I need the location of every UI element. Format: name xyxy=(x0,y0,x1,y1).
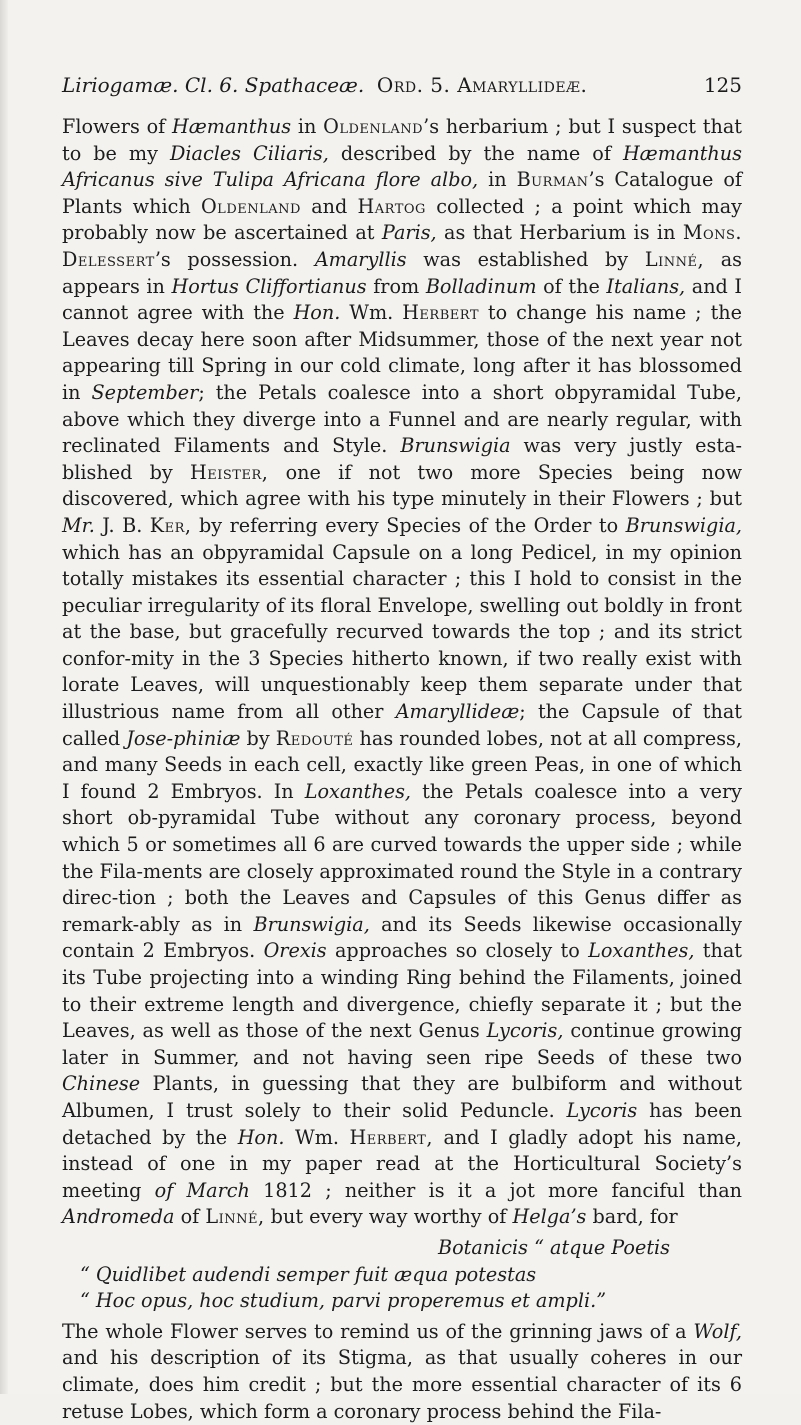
text-run: Loxanthes, xyxy=(588,939,695,963)
text-run: Loxanthes, xyxy=(304,779,412,803)
text-run: Flowers of xyxy=(62,115,173,138)
text-run: Hon. xyxy=(237,1125,285,1149)
text-run: and I cannot agree with the xyxy=(62,274,743,325)
text-run: in xyxy=(478,168,517,192)
text-run: Oldenland xyxy=(323,115,424,138)
text-run: collected ; a point which may probably now be ascertained at xyxy=(62,194,742,245)
text-run: Brunswigia xyxy=(400,434,511,458)
latin-verse xyxy=(62,1235,742,1315)
text-run: has rounded lobes, not at all compress, and many Seeds in each cell, exactly like green Peas, in one of which I found 2 Embryos. In xyxy=(62,726,742,803)
text-run: Plants, in guessing that they are bulbiform and without Albumen, I trust solely to their solid Peduncle. xyxy=(62,1072,742,1122)
verse-line-2: “ Quidlibet audendi semper fuit æqua potestas xyxy=(80,1262,537,1286)
text-run: The whole Flower serves to remind us of the grinning jaws of a xyxy=(62,1319,694,1343)
text-run: Diacles Ciliaris, xyxy=(169,141,329,165)
text-run: approaches so closely to xyxy=(326,939,589,963)
text-run: Brunswigia, xyxy=(253,912,370,936)
text-run: Oldenland xyxy=(200,194,301,218)
text-run: has been detached by the xyxy=(62,1098,742,1149)
paragraph-main xyxy=(62,114,742,1231)
text-run: but every way worthy of xyxy=(264,1205,513,1229)
text-run: by xyxy=(240,726,276,750)
header-class-text: Liriogamæ. Cl. 6. Spathaceæ. xyxy=(62,73,365,97)
header-classification xyxy=(62,72,587,98)
text-run: Hortus Cliffortianus xyxy=(171,274,367,298)
header-order-text: Ord. 5. Amaryllideæ. xyxy=(376,73,588,97)
text-run: Wolf, xyxy=(693,1319,742,1343)
text-run: Paris, xyxy=(381,221,437,245)
text-run: the Petals coalesce into a very short ob-pyramidal Tube without any coronary process, beyond which 5 or sometimes all 6 are curved towards the upper side ; while the Fila-ments are closely approximated round the Style in a contrary direc-tion ; both the Leaves and Capsules of this Genus differ as remark-ably as in xyxy=(62,779,742,936)
text-run: Hartog xyxy=(357,194,426,218)
text-run: Andromeda xyxy=(62,1205,175,1229)
text-run: Redouté xyxy=(275,726,354,750)
text-run: and xyxy=(300,194,358,218)
text-run: of March xyxy=(154,1178,250,1202)
page-body xyxy=(62,114,742,1425)
text-run: J. B. xyxy=(94,513,150,537)
text-run: Hæmanthus xyxy=(172,115,292,138)
text-run: ’s possession. xyxy=(154,247,315,271)
text-run: Lycoris, xyxy=(486,1019,564,1043)
text-run: by referring every Species of the Order to xyxy=(191,513,626,537)
text-run: Wm. xyxy=(340,301,403,325)
text-run: Helga’s xyxy=(512,1205,587,1229)
text-run: Mr. xyxy=(62,513,95,537)
page-number: 125 xyxy=(703,73,742,97)
text-run: Linné, xyxy=(644,247,705,271)
text-run: which has an obpyramidal Capsule on a long Pedicel, in my opinion totally mistakes its essential character ; this I hold to consist in the peculiar irregularity of its floral Envelope, swelling out boldly in front at the base, but gracefully recurved towards the top ; and its strict confor-mity in the 3 Species hitherto known, if two really exist with lorate Leaves, will unquestionably keep them separate under that illustrious name from all other xyxy=(62,540,742,724)
text-run: as appears in xyxy=(62,247,742,298)
text-run: 1812 ; neither is it a jot more fanciful than xyxy=(249,1178,743,1202)
text-run: Amaryllideæ xyxy=(395,700,520,724)
text-run: Herbert, xyxy=(349,1125,433,1149)
verse-line-3: “ Hoc opus, hoc studium, parvi properemus et ampli.” xyxy=(80,1289,607,1313)
text-run: ’s herbarium ; but I suspect that to be my xyxy=(62,115,742,165)
text-run: Chinese xyxy=(62,1072,141,1096)
text-run: in xyxy=(291,115,324,138)
text-run: Italians, xyxy=(606,274,686,298)
text-run: was established by xyxy=(406,247,645,271)
text-run: Jose-phiniæ xyxy=(126,726,241,750)
text-run: ; the Capsule of that called xyxy=(62,700,742,750)
text-run: Ker, xyxy=(149,513,192,537)
text-run: Bolladinum xyxy=(425,274,537,298)
text-run: ; the Petals coalesce into a short obpyramidal Tube, above which they diverge into a Funnel and are nearly regular, with reclinated Filaments and Style. xyxy=(62,380,742,458)
text-run: Heister, xyxy=(190,460,269,484)
text-run: was very justly esta-blished by xyxy=(62,434,742,484)
text-run: Linné, xyxy=(205,1205,265,1229)
text-run: Wm. xyxy=(284,1125,350,1149)
text-run: Lycoris xyxy=(566,1098,638,1122)
text-run: continue growing later in Summer, and not having seen ripe Seeds of these two xyxy=(62,1019,742,1069)
text-run: of the xyxy=(536,274,607,298)
text-run: of xyxy=(174,1205,206,1229)
text-run: from xyxy=(366,274,426,298)
text-run: Amaryllis xyxy=(314,247,407,271)
text-run: Hon. xyxy=(293,301,341,325)
text-run: Herbert xyxy=(402,301,479,325)
text-run: Mons. Delessert xyxy=(62,221,743,271)
paragraph-closing xyxy=(62,1319,742,1425)
text-run: September xyxy=(91,380,199,404)
text-run: ’s Catalogue of Plants which xyxy=(62,168,742,218)
text-run: described by the name of xyxy=(328,141,623,165)
text-run: to change his name ; the Leaves decay here soon after Midsummer, those of the next year not appearing till Spring in our cold climate, long after it has blossomed in xyxy=(62,301,742,404)
text-run: that its Tube projecting into a winding Ring behind the Filaments, joined to their extreme length and divergence, chiefly separate it ; but the Leaves, as well as those of the next Genus xyxy=(62,939,742,1043)
text-run: as that Herbarium is in xyxy=(436,221,683,245)
text-run: bard, for xyxy=(586,1205,678,1229)
text-run: one if not two more Species being now discovered, which agree with his type minutely in their Flowers ; but xyxy=(62,460,742,511)
page-gutter-shadow xyxy=(0,0,8,1394)
text-run: Brunswigia, xyxy=(625,513,742,537)
text-run: Burman xyxy=(516,168,589,192)
text-run: and I gladly adopt his name, instead of one in my paper read at the Horticultural Society’s meeting xyxy=(62,1125,742,1202)
verse-line-1: Botanicis “ atque Poetis xyxy=(438,1235,671,1259)
text-run: and his description of its Stigma, as that usually coheres in our climate, does him credit ; but the more essential character of its 6 retuse Lobes, which form a coronary process behind the Fila- xyxy=(62,1346,742,1423)
text-run: Orexis xyxy=(263,939,327,963)
text-run: and its Seeds likewise occasionally contain 2 Embryos. xyxy=(62,912,742,963)
text-run: Hæmanthus Africanus sive Tulipa Africana flore albo, xyxy=(62,141,742,192)
